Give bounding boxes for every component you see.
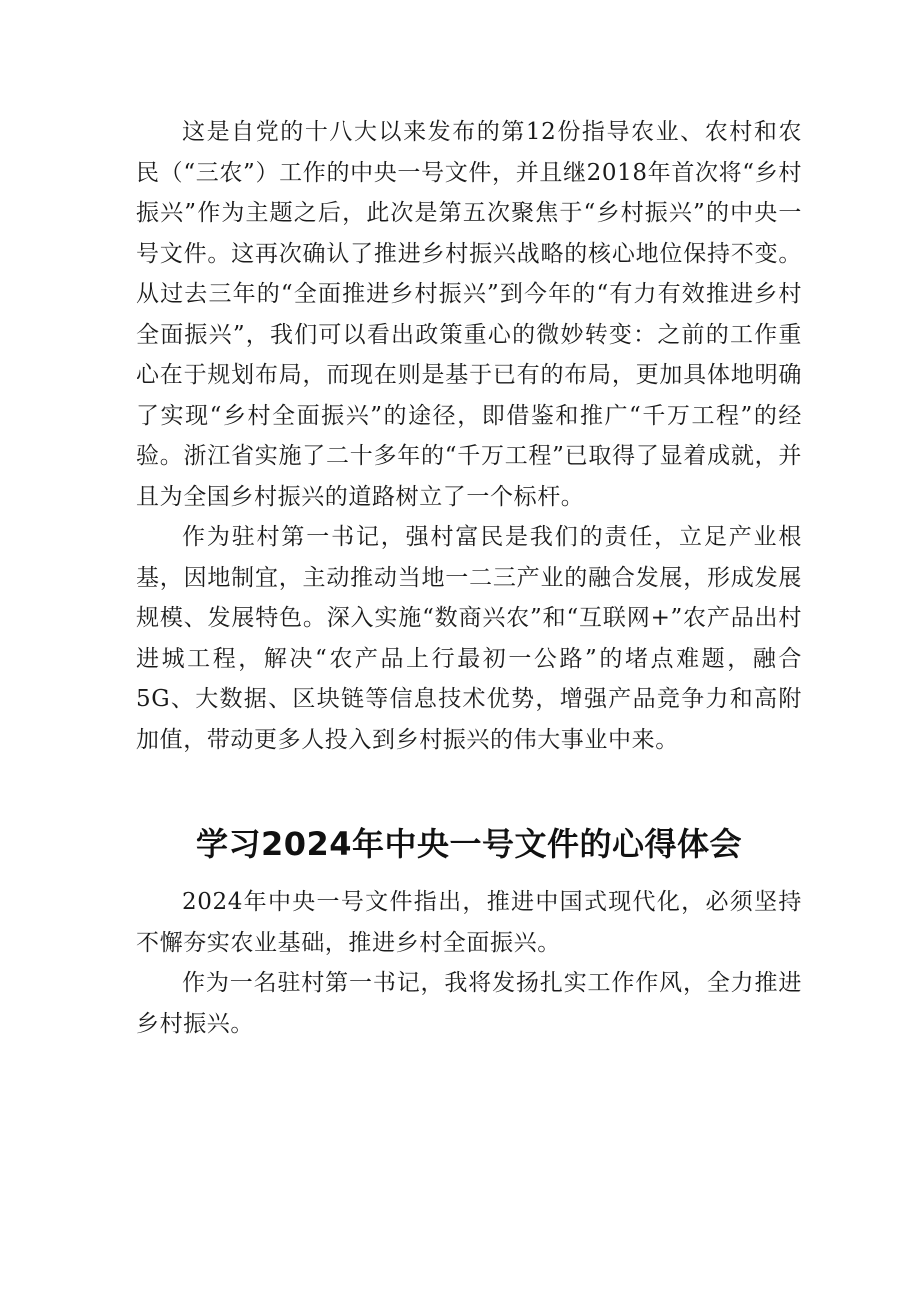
section-paragraph-2: 作为一名驻村第一书记，我将发扬扎实工作作风，全力推进乡村振兴。 xyxy=(136,970,802,1037)
section-paragraph-1: 2024年中央一号文件指出，推进中国式现代化，必须坚持不懈夯实农业基础，推进乡村全面振兴。 xyxy=(136,889,802,956)
section-title: 学习2024年中央一号文件的心得体会 xyxy=(195,825,743,863)
paragraph-2: 作为驻村第一书记，强村富民是我们的责任，立足产业根基，因地制宜，主动推动当地一二三产业的融合发展，形成发展规模、发展特色。深入实施“数商兴农”和“互联网+”农产品出村进城工程，解决“农产品上行最初一公路”的堵点难题，融合5G、大数据、区块链等信息技术优势，增强产品竞争力和高附加值，带动更多人投入到乡村振兴的伟大事业中来。 xyxy=(136,524,802,753)
paragraph-1: 这是自党的十八大以来发布的第12份指导农业、农村和农民（“三农”）工作的中央一号文件，并且继2018年首次将“乡村振兴”作为主题之后，此次是第五次聚焦于“乡村振兴”的中央一号文件。这再次确认了推进乡村振兴战略的核心地位保持不变。从过去三年的“全面推进乡村振兴”到今年的“有力有效推进乡村全面振兴”，我们可以看出政策重心的微妙转变：之前的工作重心在于规划布局，而现在则是基于已有的布局，更加具体地明确了实现“乡村全面振兴”的途径，即借鉴和推广“千万工程”的经验。浙江省实施了二十多年的“千万工程”已取得了显着成就，并且为全国乡村振兴的道路树立了一个标杆。 xyxy=(136,119,802,510)
